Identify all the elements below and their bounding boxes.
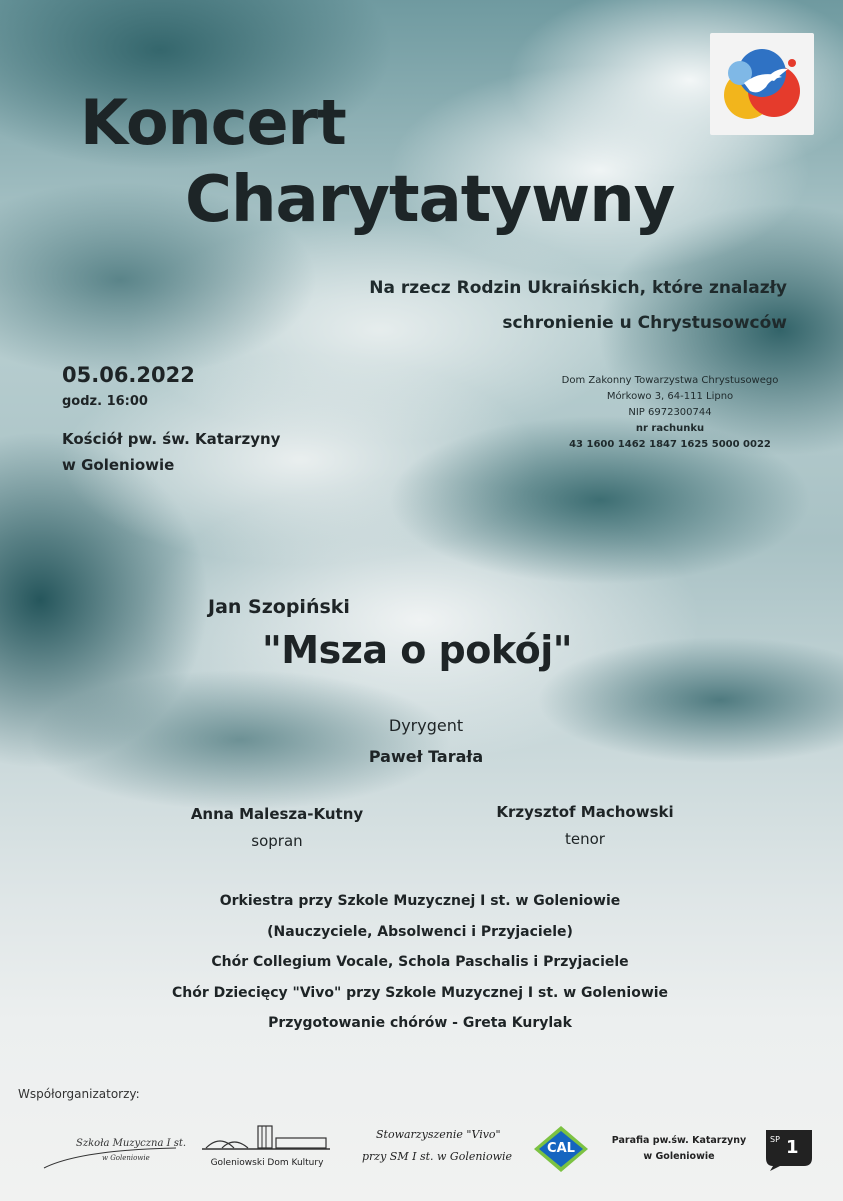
parish-line1: Parafia pw.św. Katarzyny xyxy=(611,1135,747,1146)
sponsor-parish xyxy=(604,1133,754,1165)
subtitle-line2: schronienie u Chrystusowców xyxy=(502,313,787,333)
event-date: 05.06.2022 xyxy=(62,363,195,387)
cal-logo-text: CAL xyxy=(547,1141,575,1156)
donation-account-number: 43 1600 1462 1847 1625 5000 0022 xyxy=(569,439,771,450)
donation-line2: Mórkowo 3, 64-111 Lipno xyxy=(606,391,734,402)
culture-house-name: Goleniowski Dom Kultury xyxy=(210,1158,324,1168)
performer-line: Przygotowanie chórów - Greta Kurylak xyxy=(268,1015,572,1031)
sponsor-sp1 xyxy=(762,1126,816,1172)
soloist-soprano-name: Anna Malesza-Kutny xyxy=(190,805,364,823)
performer-line: (Nauczyciele, Absolwenci i Przyjaciele) xyxy=(267,923,573,940)
performer-line: Chór Collegium Vocale, Schola Paschalis i Przyjaciele xyxy=(211,954,629,970)
music-school-name: Szkoła Muzyczna I st. xyxy=(76,1138,187,1149)
sp1-number: 1 xyxy=(786,1137,799,1158)
conductor-name: Paweł Tarała xyxy=(368,747,484,766)
work-title: "Msza o pokój" xyxy=(262,628,573,672)
soloist-soprano-voice: sopran xyxy=(251,832,303,850)
culture-house-building-icon xyxy=(200,1122,334,1154)
composer-name: Jan Szopiński xyxy=(208,596,350,618)
sponsor-music-school xyxy=(40,1132,190,1176)
music-school-swoosh-icon xyxy=(40,1132,190,1176)
soloist-tenor-voice: tenor xyxy=(565,830,605,848)
vivo-line2: przy SM I st. w Goleniowie xyxy=(362,1150,513,1163)
sponsor-culture-house xyxy=(200,1122,334,1178)
performer-line: Chór Dziecięcy "Vivo" przy Szkole Muzycznej I st. w Goleniowie xyxy=(171,984,669,1001)
donation-line4: nr rachunku xyxy=(635,423,705,434)
peace-dove-logo xyxy=(710,33,814,135)
title-line1: Koncert xyxy=(80,86,346,159)
sponsor-cal xyxy=(530,1124,592,1174)
title-line2: Charytatywny xyxy=(185,163,675,237)
parish-line2: w Goleniowie xyxy=(643,1151,715,1162)
sp1-prefix: SP xyxy=(770,1135,780,1144)
event-venue-line1: Kościół pw. św. Katarzyny xyxy=(62,430,281,448)
event-venue-line2: w Goleniowie xyxy=(62,456,175,474)
conductor-role: Dyrygent xyxy=(388,716,464,735)
donation-line3: NIP 6972300744 xyxy=(628,407,712,418)
vivo-line1: Stowarzyszenie "Vivo" xyxy=(376,1128,501,1141)
sponsor-vivo xyxy=(358,1126,518,1170)
performers-list xyxy=(120,886,720,1039)
donation-info xyxy=(540,373,800,453)
co-organizers-label: Współorganizatorzy: xyxy=(18,1087,140,1101)
music-school-town: w Goleniowie xyxy=(102,1154,150,1162)
subtitle-line1: Na rzecz Rodzin Ukraińskich, które znalazły xyxy=(369,278,787,298)
event-time: godz. 16:00 xyxy=(62,394,148,409)
performer-line: Orkiestra przy Szkole Muzycznej I st. w Goleniowie xyxy=(219,893,621,909)
soloist-tenor-name: Krzysztof Machowski xyxy=(496,803,674,821)
donation-line1: Dom Zakonny Towarzystwa Chrystusowego xyxy=(561,375,779,386)
